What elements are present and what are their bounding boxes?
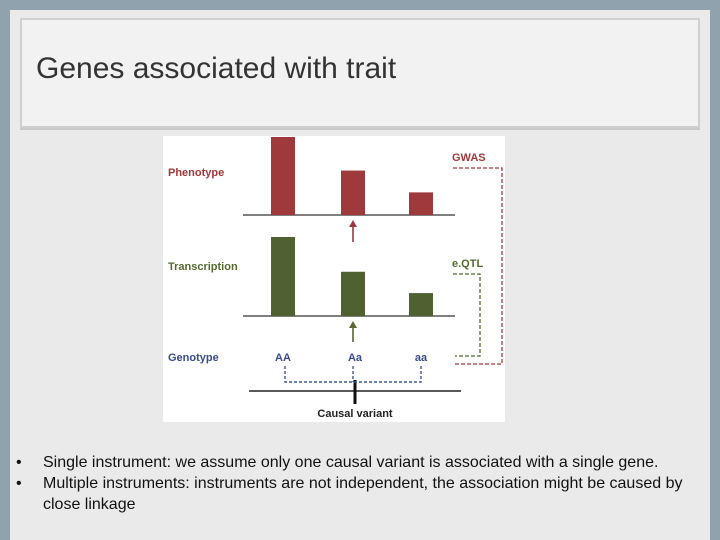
eqtl-label: e.QTL xyxy=(452,258,484,270)
bullet-dot-icon: • xyxy=(16,454,22,471)
genotype-label-Aa: Aa xyxy=(347,352,363,364)
bullet-item xyxy=(12,473,704,515)
genotype-label-aa: aa xyxy=(414,352,428,364)
arrow-up-icon xyxy=(349,321,357,342)
phenotype-bar-Aa xyxy=(341,171,365,215)
diagram-figure xyxy=(163,136,505,422)
transcription-bar-Aa xyxy=(341,272,365,316)
phenotype-bar-aa xyxy=(409,192,433,215)
arrow-up-icon xyxy=(349,220,357,242)
slide-title: Genes associated with trait xyxy=(36,52,397,85)
row-label-genotype: Genotype xyxy=(168,352,219,364)
title-area xyxy=(20,18,700,128)
transcription-bar-AA xyxy=(271,237,295,316)
bullet-item xyxy=(12,452,704,473)
bullet-text-multiple-instruments: Multiple instruments: instruments are not independent, the association might be caused by close linkage xyxy=(43,475,683,513)
row-label-transcription: Transcription xyxy=(168,261,238,273)
title-divider xyxy=(20,128,700,130)
causal-variant-label: Causal variant xyxy=(317,408,393,420)
phenotype-bar-AA xyxy=(271,137,295,215)
gwas-label: GWAS xyxy=(452,152,486,164)
bullet-list xyxy=(12,452,704,515)
eqtl-connector xyxy=(453,274,480,356)
diagram-svg xyxy=(163,136,505,422)
genotype-label-AA: AA xyxy=(275,352,291,364)
transcription-bar-aa xyxy=(409,293,433,316)
bullet-dot-icon: • xyxy=(16,475,22,492)
row-label-phenotype: Phenotype xyxy=(168,167,225,179)
bullet-text-single-instrument: Single instrument: we assume only one causal variant is associated with a single gene. xyxy=(43,454,659,471)
